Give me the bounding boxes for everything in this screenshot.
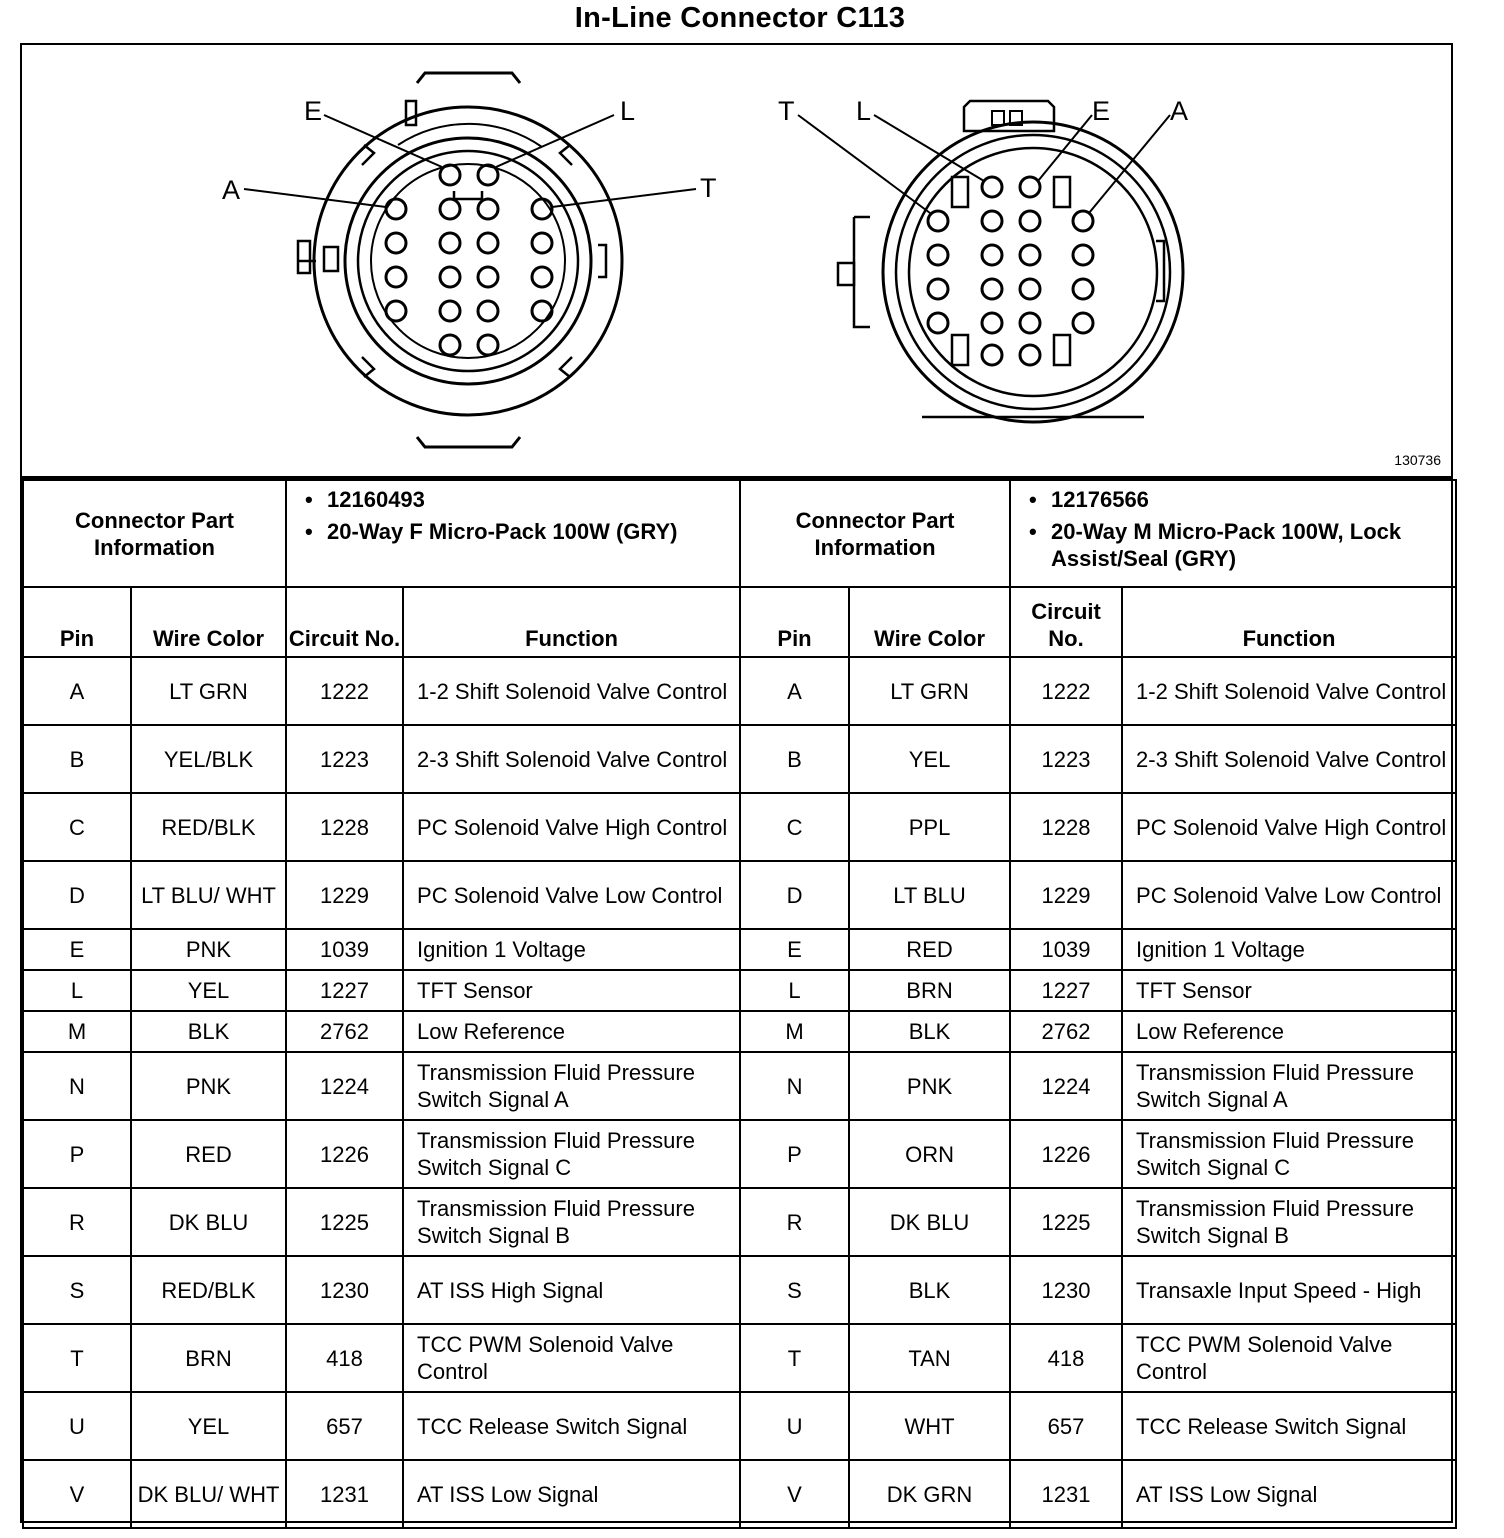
left-function: Low Reference (403, 1011, 740, 1052)
left-pin: E (23, 929, 131, 970)
left-wire-color: RED (131, 1120, 286, 1188)
left-wire-color: LT GRN (131, 657, 286, 725)
table-row (23, 1120, 1456, 1188)
right-wire-color: LT GRN (849, 657, 1010, 725)
left-circuit: 1230 (286, 1256, 403, 1324)
left-pin: L (23, 970, 131, 1011)
left-circuit: 1228 (286, 793, 403, 861)
header-wire-color: Wire Color (131, 587, 286, 657)
header-circuit: Circuit No. (286, 587, 403, 657)
table-row (23, 1324, 1456, 1392)
left-pin: P (23, 1120, 131, 1188)
table-row (23, 1188, 1456, 1256)
left-circuit: 1222 (286, 657, 403, 725)
header-pin: Pin (740, 587, 849, 657)
left-circuit: 1226 (286, 1120, 403, 1188)
callout-E: E (1092, 96, 1111, 126)
left-wire-color: BRN (131, 1324, 286, 1392)
right-wire-color: RED (849, 929, 1010, 970)
left-pin: M (23, 1011, 131, 1052)
table-row (23, 1011, 1456, 1052)
right-function: Transmission Fluid Pressure Switch Signal C (1122, 1120, 1456, 1188)
left-circuit: 2762 (286, 1011, 403, 1052)
right-circuit: 1224 (1010, 1052, 1122, 1120)
right-pin: E (740, 929, 849, 970)
left-wire-color: BLK (131, 1011, 286, 1052)
right-pin: M (740, 1011, 849, 1052)
left-function: PC Solenoid Valve Low Control (403, 861, 740, 929)
left-circuit: 1224 (286, 1052, 403, 1120)
table-row (23, 929, 1456, 970)
right-function: Transmission Fluid Pressure Switch Signal B (1122, 1188, 1456, 1256)
right-function: PC Solenoid Valve Low Control (1122, 861, 1456, 929)
right-wire-color: DK BLU (849, 1188, 1010, 1256)
left-circuit: 1039 (286, 929, 403, 970)
right-function: Ignition 1 Voltage (1122, 929, 1456, 970)
right-part-info (1010, 480, 1456, 587)
right-wire-color: BLK (849, 1256, 1010, 1324)
left-function: AT ISS High Signal (403, 1256, 740, 1324)
left-pin: N (23, 1052, 131, 1120)
left-pin: U (23, 1392, 131, 1460)
left-function: Transmission Fluid Pressure Switch Signal A (403, 1052, 740, 1120)
left-part-number: • 12160493 (327, 486, 739, 518)
connector-face-views (22, 45, 1451, 476)
right-circuit: 657 (1010, 1392, 1122, 1460)
left-circuit: 418 (286, 1324, 403, 1392)
left-wire-color: PNK (131, 929, 286, 970)
left-circuit: 1223 (286, 725, 403, 793)
left-pin: V (23, 1460, 131, 1528)
right-pin: D (740, 861, 849, 929)
column-header-row (23, 587, 1456, 657)
right-circuit: 1226 (1010, 1120, 1122, 1188)
left-function: PC Solenoid Valve High Control (403, 793, 740, 861)
table-row (23, 725, 1456, 793)
table-row (23, 1392, 1456, 1460)
left-function: Ignition 1 Voltage (403, 929, 740, 970)
left-wire-color: RED/BLK (131, 793, 286, 861)
right-pin: B (740, 725, 849, 793)
right-pin: T (740, 1324, 849, 1392)
right-circuit: 1230 (1010, 1256, 1122, 1324)
left-pin: S (23, 1256, 131, 1324)
callout-L: L (856, 96, 872, 126)
right-function: Low Reference (1122, 1011, 1456, 1052)
right-circuit: 1227 (1010, 970, 1122, 1011)
callout-A: A (1170, 96, 1189, 126)
left-function: AT ISS Low Signal (403, 1460, 740, 1528)
callout-T: T (778, 96, 795, 126)
right-part-description: • 20-Way M Micro-Pack 100W, Lock Assist/Seal (GRY) (1051, 518, 1455, 577)
left-pin: D (23, 861, 131, 929)
left-pin: B (23, 725, 131, 793)
table-row (23, 970, 1456, 1011)
right-wire-color: LT BLU (849, 861, 1010, 929)
right-pin: U (740, 1392, 849, 1460)
right-function: PC Solenoid Valve High Control (1122, 793, 1456, 861)
right-wire-color: YEL (849, 725, 1010, 793)
right-info-label: Connector Part Information (740, 480, 1010, 587)
right-pin: P (740, 1120, 849, 1188)
left-wire-color: PNK (131, 1052, 286, 1120)
right-circuit: 1039 (1010, 929, 1122, 970)
header-circuit: Circuit No. (1010, 587, 1122, 657)
right-circuit: 1223 (1010, 725, 1122, 793)
right-function: Transaxle Input Speed - High (1122, 1256, 1456, 1324)
left-info-label: Connector Part Information (23, 480, 286, 587)
right-function: AT ISS Low Signal (1122, 1460, 1456, 1528)
left-wire-color: DK BLU (131, 1188, 286, 1256)
connector-info-row (23, 480, 1456, 587)
left-wire-color: YEL/BLK (131, 725, 286, 793)
right-wire-color: BLK (849, 1011, 1010, 1052)
right-circuit: 1231 (1010, 1460, 1122, 1528)
right-function: TCC Release Switch Signal (1122, 1392, 1456, 1460)
right-function: 2-3 Shift Solenoid Valve Control (1122, 725, 1456, 793)
right-wire-color: ORN (849, 1120, 1010, 1188)
right-pin: V (740, 1460, 849, 1528)
right-function: TCC PWM Solenoid Valve Control (1122, 1324, 1456, 1392)
left-wire-color: YEL (131, 1392, 286, 1460)
left-part-info (286, 480, 740, 587)
connector-diagram (22, 45, 1451, 479)
left-pin: C (23, 793, 131, 861)
right-wire-color: PNK (849, 1052, 1010, 1120)
right-wire-color: TAN (849, 1324, 1010, 1392)
header-function: Function (1122, 587, 1456, 657)
left-circuit: 1225 (286, 1188, 403, 1256)
right-pin: S (740, 1256, 849, 1324)
right-function: 1-2 Shift Solenoid Valve Control (1122, 657, 1456, 725)
right-wire-color: PPL (849, 793, 1010, 861)
table-row (23, 1256, 1456, 1324)
right-circuit: 1225 (1010, 1188, 1122, 1256)
right-pin: R (740, 1188, 849, 1256)
callout-E: E (304, 96, 323, 126)
right-pin: C (740, 793, 849, 861)
right-function: TFT Sensor (1122, 970, 1456, 1011)
right-circuit: 2762 (1010, 1011, 1122, 1052)
left-pin: T (23, 1324, 131, 1392)
right-circuit: 418 (1010, 1324, 1122, 1392)
header-function: Function (403, 587, 740, 657)
table-row (23, 657, 1456, 725)
connector-sheet (20, 43, 1453, 1523)
left-wire-color: YEL (131, 970, 286, 1011)
right-connector-drawing (798, 101, 1183, 422)
left-wire-color: DK BLU/ WHT (131, 1460, 286, 1528)
right-wire-color: DK GRN (849, 1460, 1010, 1528)
left-part-description: • 20-Way F Micro-Pack 100W (GRY) (327, 518, 739, 550)
right-wire-color: WHT (849, 1392, 1010, 1460)
callout-L: L (620, 96, 636, 126)
left-pin: R (23, 1188, 131, 1256)
left-circuit: 1229 (286, 861, 403, 929)
page-title: In-Line Connector C113 (574, 2, 906, 34)
left-function: Transmission Fluid Pressure Switch Signal B (403, 1188, 740, 1256)
right-pin: L (740, 970, 849, 1011)
left-circuit: 657 (286, 1392, 403, 1460)
table-row (23, 861, 1456, 929)
left-circuit: 1231 (286, 1460, 403, 1528)
left-function: Transmission Fluid Pressure Switch Signal C (403, 1120, 740, 1188)
left-function: 2-3 Shift Solenoid Valve Control (403, 725, 740, 793)
table-row (23, 1460, 1456, 1528)
left-function: TFT Sensor (403, 970, 740, 1011)
figure-id: 130736 (1394, 452, 1441, 468)
left-function: 1-2 Shift Solenoid Valve Control (403, 657, 740, 725)
right-part-number: • 12176566 (1051, 486, 1455, 518)
left-function: TCC PWM Solenoid Valve Control (403, 1324, 740, 1392)
left-connector-drawing (244, 73, 696, 447)
table-row (23, 793, 1456, 861)
callout-T: T (700, 173, 717, 203)
header-wire-color: Wire Color (849, 587, 1010, 657)
right-circuit: 1222 (1010, 657, 1122, 725)
pinout-table (22, 479, 1457, 1529)
right-function: Transmission Fluid Pressure Switch Signal A (1122, 1052, 1456, 1120)
left-pin: A (23, 657, 131, 725)
callout-A: A (222, 175, 241, 205)
right-circuit: 1229 (1010, 861, 1122, 929)
left-function: TCC Release Switch Signal (403, 1392, 740, 1460)
right-wire-color: BRN (849, 970, 1010, 1011)
left-circuit: 1227 (286, 970, 403, 1011)
left-wire-color: LT BLU/ WHT (131, 861, 286, 929)
right-pin: A (740, 657, 849, 725)
right-pin: N (740, 1052, 849, 1120)
right-circuit: 1228 (1010, 793, 1122, 861)
left-wire-color: RED/BLK (131, 1256, 286, 1324)
header-pin: Pin (23, 587, 131, 657)
table-row (23, 1052, 1456, 1120)
